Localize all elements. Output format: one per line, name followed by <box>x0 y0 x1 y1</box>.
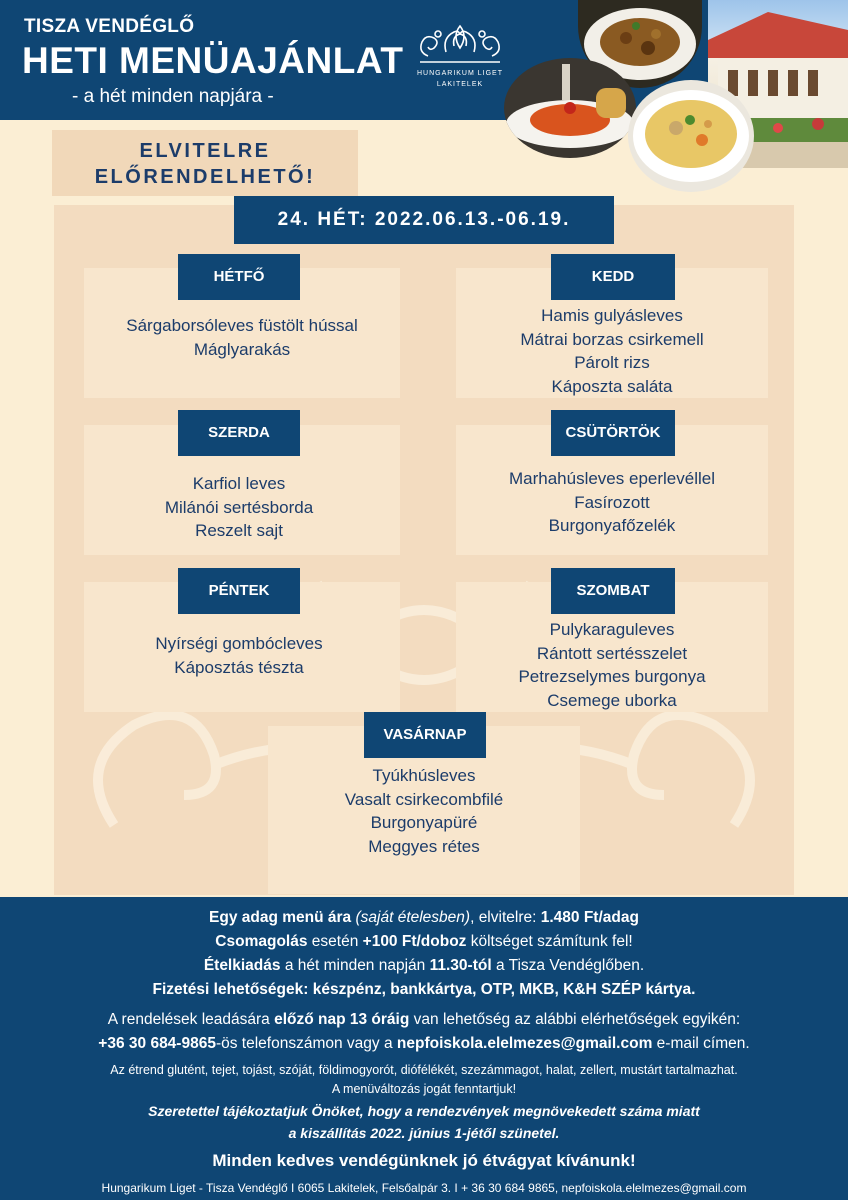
notice-line-1: Szeretettel tájékoztatjuk Önöket, hogy a rendezvények megnövekedett száma miatt <box>148 1103 700 1119</box>
dish: Máglyarakás <box>193 339 291 359</box>
dish: Nyírségi gombócleves <box>155 634 323 653</box>
dish: Káposzta saláta <box>551 376 673 396</box>
page-subtitle: - a hét minden napjára - <box>72 86 274 107</box>
page-title: HETI MENÜAJÁNLAT <box>22 40 404 81</box>
allergen-note: Az étrend glutént, tejet, tojást, szóját, földimogyorót, diófélékét, szezámmagot, halat, zellert, mustárt tartalmazhat. <box>110 1063 738 1077</box>
dish: Párolt rizs <box>574 353 650 372</box>
dish: Vasalt csirkecombfilé <box>344 789 504 809</box>
serving-tail: a Tisza Vendéglőben. <box>495 957 645 974</box>
dish: Mátrai borzas csirkemell <box>520 329 704 349</box>
menu-change-note: A menüváltozás jogát fenntartjuk! <box>331 1082 517 1096</box>
footer <box>0 897 848 1200</box>
dish: Burgonyafőzelék <box>548 516 676 535</box>
takeaway-line-1: ELVITELRE <box>139 140 271 162</box>
packaging-tail: költséget számítunk fel! <box>470 933 633 950</box>
payment-options: Fizetési lehetőségek: készpénz, bankkártya, OTP, MKB, K&H SZÉP kártya. <box>152 981 696 998</box>
restaurant-name: TISZA VENDÉGLŐ <box>24 16 195 37</box>
address-line: Hungarikum Liget - Tisza Vendéglő I 6065 Lakitelek, Felsőalpár 3. I + 36 30 684 9865, nepfoiskola.elelmezes@gmail.com <box>101 1181 747 1195</box>
dish: Fasírozott <box>574 492 650 512</box>
dish: Marhahúsleves eperlevéllel <box>508 469 715 488</box>
notice-line-2: a kiszállítás 2022. június 1-jétől szünetel. <box>288 1125 560 1141</box>
food-photo-soup <box>628 80 754 192</box>
order-tail: van lehetőség az alábbi elérhetőségek egyikén: <box>413 1011 741 1028</box>
day-label-monday: HÉTFŐ <box>178 254 300 300</box>
dishes-monday <box>57 314 427 361</box>
dish: Sárgaborsóleves füstölt hússal <box>126 316 358 335</box>
food-photo-spaghetti <box>504 58 636 158</box>
hungarikum-liget-logo <box>408 20 512 92</box>
contact-mid: -ös telefonszámon vagy a <box>215 1035 393 1052</box>
day-label-wednesday: SZERDA <box>178 410 300 456</box>
takeaway-line-2: ELŐRENDELHETŐ! <box>94 166 316 188</box>
day-label-tuesday: KEDD <box>551 254 675 300</box>
dish: Pulykaraguleves <box>549 620 675 639</box>
day-label-thursday: CSÜTÖRTÖK <box>551 410 675 456</box>
phone-number[interactable]: +36 30 684-9865 <box>98 1035 216 1052</box>
serving-mid: a hét minden napján <box>284 957 426 974</box>
order-intro: A rendelések leadására <box>107 1011 270 1028</box>
day-label-saturday: SZOMBAT <box>551 568 675 614</box>
dish: Csemege uborka <box>547 690 677 710</box>
serving-time: 11.30-tól <box>429 957 492 974</box>
packaging-price: +100 Ft/doboz <box>362 933 467 950</box>
payment-line <box>0 981 848 999</box>
serving-label: Ételkiadás <box>203 957 281 974</box>
dish: Burgonyapüré <box>370 813 478 832</box>
dishes-thursday <box>456 467 768 538</box>
dish: Reszelt sajt <box>195 521 283 540</box>
dishes-saturday <box>456 618 768 712</box>
dishes-wednesday <box>84 472 394 543</box>
price-line <box>0 909 848 927</box>
logo-line-2: LAKITELEK <box>436 81 484 88</box>
dish: Karfiol leves <box>192 474 286 493</box>
contact-line <box>0 1035 848 1053</box>
dishes-sunday <box>268 764 580 858</box>
day-label-friday: PÉNTEK <box>178 568 300 614</box>
dishes-tuesday <box>456 304 768 398</box>
price-value: 1.480 Ft/adag <box>540 909 639 926</box>
week-title: 24. HÉT: 2022.06.13.-06.19. <box>234 196 614 244</box>
order-deadline: előző nap 13 óráig <box>274 1011 410 1028</box>
price-note: (saját ételesben) <box>355 909 471 926</box>
day-label-sunday: VASÁRNAP <box>364 712 486 758</box>
packaging-line <box>0 933 848 951</box>
order-line <box>0 1011 848 1029</box>
dish: Rántott sertésszelet <box>536 643 688 663</box>
dish: Tyúkhúsleves <box>372 766 476 785</box>
price-mid: , elvitelre: <box>470 909 537 926</box>
email-address[interactable]: nepfoiskola.elelmezes@gmail.com <box>396 1035 653 1052</box>
contact-tail: e-mail címen. <box>656 1035 750 1052</box>
dish: Hamis gulyásleves <box>541 306 683 325</box>
dish: Petrezselymes burgonya <box>518 667 706 686</box>
dishes-friday <box>84 632 394 679</box>
logo-line-1: HUNGARIKUM LIGET <box>416 70 503 77</box>
price-label: Egy adag menü ára <box>209 909 352 926</box>
serving-line <box>0 957 848 975</box>
dish: Káposztás tészta <box>174 657 304 677</box>
packaging-label: Csomagolás <box>215 933 308 950</box>
takeaway-badge <box>52 130 358 196</box>
ornament-icon <box>408 20 512 66</box>
dish: Milánói sertésborda <box>164 497 314 517</box>
greeting: Minden kedves vendégünknek jó étvágyat kívánunk! <box>212 1151 636 1170</box>
packaging-mid: esetén <box>311 933 359 950</box>
dish: Meggyes rétes <box>368 836 480 856</box>
